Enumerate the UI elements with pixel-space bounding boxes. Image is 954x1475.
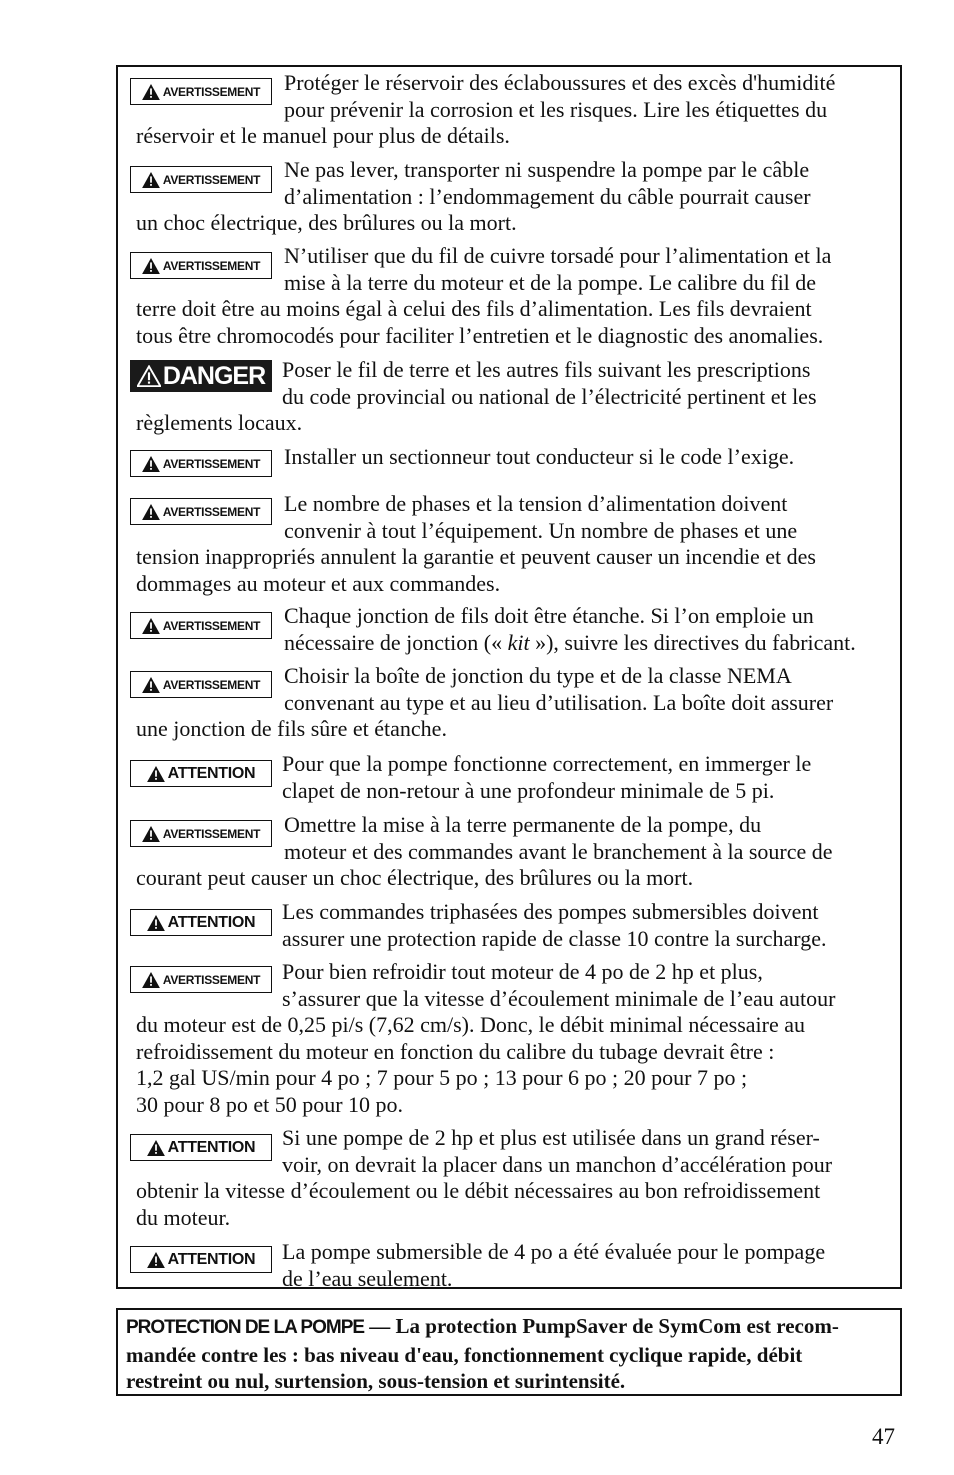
- entry-text-line: règlements locaux.: [136, 410, 303, 435]
- entry-text-line: pour prévenir la corrosion et les risques. Lire les étiquettes du: [284, 96, 828, 122]
- protection-line: restreint ou nul, surtension, sous-tension et surintensité.: [126, 1369, 626, 1393]
- entry-text-line: mise à la terre du moteur et de la pompe. Le calibre du fil de: [284, 269, 817, 295]
- entry-text-line: Le nombre de phases et la tension d’alimentation doivent: [284, 491, 788, 516]
- warning-triangle-icon: [142, 258, 160, 274]
- entry-text-line: Pour que la pompe fonctionne correctement, en immerger le: [282, 751, 812, 776]
- entry-text-line: du code provincial ou national de l’électricité pertinent et les: [282, 383, 817, 409]
- page-number: 47: [872, 1424, 895, 1449]
- protection-line: mandée contre les : bas niveau d'eau, fonctionnement cyclique rapide, débit: [126, 1342, 803, 1367]
- warning-triangle-icon: [142, 618, 160, 634]
- entry-text-line: Installer un sectionneur tout conducteur si le code l’exige.: [284, 444, 795, 469]
- label-text: DANGER: [162, 361, 266, 390]
- entry-text-line: dommages au moteur et aux commandes.: [136, 570, 501, 596]
- pump-protection-box: [116, 1308, 902, 1396]
- warning-triangle-icon: [142, 677, 160, 693]
- warning-triangle-icon: [142, 826, 160, 842]
- entry-text-line: Si une pompe de 2 hp et plus est utilisée dans un grand réser-: [282, 1125, 820, 1150]
- attention-label: [130, 760, 272, 787]
- attention-label: [130, 1246, 272, 1273]
- avertissement-label: [130, 966, 272, 993]
- entry-text-line: Omettre la mise à la terre permanente de la pompe, du: [284, 812, 762, 837]
- entry-text-line: voir, on devrait la placer dans un manchon d’accélération pour: [282, 1151, 833, 1177]
- warning-triangle-icon: [142, 172, 160, 188]
- avertissement-label: [130, 671, 272, 698]
- label-text: ATTENTION: [167, 1138, 256, 1156]
- label-text: AVERTISSEMENT: [162, 456, 261, 471]
- avertissement-label: [130, 450, 272, 477]
- danger-label: [130, 360, 272, 392]
- entry-text-line: du moteur.: [136, 1204, 231, 1230]
- warning-triangle-icon: [142, 456, 160, 472]
- avertissement-label: [130, 78, 272, 105]
- warnings-box: [116, 65, 902, 1289]
- label-text: AVERTISSEMENT: [162, 618, 261, 633]
- warning-triangle-icon: [147, 1140, 165, 1156]
- label-text: AVERTISSEMENT: [162, 826, 261, 841]
- avertissement-label: [130, 166, 272, 193]
- entry-text-line: assurer une protection rapide de classe 10 contre la surcharge.: [282, 925, 827, 951]
- kit-italic: kit: [507, 629, 530, 655]
- entry-text-line: refroidissement du moteur en fonction du calibre du tubage devrait être :: [136, 1038, 775, 1064]
- attention-label: [130, 909, 272, 936]
- entry-text-line: réservoir et le manuel pour plus de détails.: [136, 123, 510, 148]
- entry-text-line: Chaque jonction de fils doit être étanche. Si l’on emploie un: [284, 603, 814, 628]
- entry-text-line: Les commandes triphasées des pompes submersibles doivent: [282, 899, 819, 924]
- entry-text-line: Protéger le réservoir des éclaboussures et des excès d'humidité: [284, 70, 836, 95]
- entry-text-line: convenir à tout l’équipement. Un nombre de phases et une: [284, 517, 798, 543]
- entry-text-line: Poser le fil de terre et les autres fils suivant les prescriptions: [282, 357, 811, 382]
- warning-triangle-icon: [147, 1252, 165, 1268]
- protection-line: [126, 1313, 892, 1342]
- label-text: AVERTISSEMENT: [162, 84, 261, 99]
- entry-text-line: 1,2 gal US/min pour 4 po ; 7 pour 5 po ; 13 pour 6 po ; 20 pour 7 po ;: [136, 1065, 748, 1090]
- entry-text-line: La pompe submersible de 4 po a été évaluée pour le pompage: [282, 1239, 826, 1264]
- label-text: AVERTISSEMENT: [162, 972, 261, 987]
- entry-text-line: terre doit être au moins égal à celui des fils d’alimentation. Les fils devraient: [136, 296, 812, 321]
- warning-triangle-icon: [142, 972, 160, 988]
- entry-text-line: tension inappropriés annulent la garantie et peuvent causer un incendie et des: [136, 544, 816, 569]
- entry-text-line: tous être chromocodés pour faciliter l’entretien et le diagnostic des anomalies.: [136, 322, 824, 348]
- warning-triangle-icon: [142, 504, 160, 520]
- entry-text-line: clapet de non-retour à une profondeur minimale de 5 pi.: [282, 777, 775, 803]
- warning-triangle-icon: [137, 365, 161, 387]
- entry-text-line: N’utiliser que du fil de cuivre torsadé pour l’alimentation et la: [284, 243, 832, 268]
- kit-line-after: »), suivre les directives du fabricant.: [529, 629, 856, 655]
- entry-text-line: Pour bien refroidir tout moteur de 4 po de 2 hp et plus,: [282, 959, 763, 984]
- entry-text-line: s’assurer que la vitesse d’écoulement minimale de l’eau autour: [282, 985, 836, 1011]
- protection-text: — La protection PumpSaver de SymCom est recom-: [364, 1314, 839, 1338]
- entry-text-line: Choisir la boîte de jonction du type et de la classe NEMA: [284, 663, 792, 688]
- avertissement-label: [130, 252, 272, 279]
- entry-text-line: courant peut causer un choc électrique, des brûlures ou la mort.: [136, 865, 694, 890]
- label-text: AVERTISSEMENT: [162, 504, 261, 519]
- label-text: AVERTISSEMENT: [162, 677, 261, 692]
- label-text: ATTENTION: [167, 1250, 256, 1268]
- entry-text-line: d’alimentation : l’endommagement du câble pourrait causer: [284, 183, 811, 209]
- entry-text-line: une jonction de fils sûre et étanche.: [136, 716, 447, 741]
- entry-text-line: 30 pour 8 po et 50 pour 10 po.: [136, 1091, 404, 1117]
- label-text: AVERTISSEMENT: [162, 258, 261, 273]
- avertissement-label: [130, 498, 272, 525]
- label-text: AVERTISSEMENT: [162, 172, 261, 187]
- avertissement-label: [130, 820, 272, 847]
- label-text: ATTENTION: [167, 913, 256, 931]
- entry-text-line: un choc électrique, des brûlures ou la mort.: [136, 210, 517, 235]
- protection-heading: PROTECTION DE LA POMPE: [126, 1317, 365, 1338]
- entry-text-line: moteur et des commandes avant le branchement à la source de: [284, 838, 833, 864]
- avertissement-label: [130, 612, 272, 639]
- warning-triangle-icon: [147, 766, 165, 782]
- attention-label: [130, 1134, 272, 1161]
- entry-text-line: du moteur est de 0,25 pi/s (7,62 cm/s). Donc, le débit minimal nécessaire au: [136, 1012, 806, 1037]
- warning-triangle-icon: [147, 915, 165, 931]
- warning-triangle-icon: [142, 84, 160, 100]
- entry-text-line: obtenir la vitesse d’écoulement ou le débit nécessaires au bon refroidissement: [136, 1178, 821, 1203]
- entry-text-line: Ne pas lever, transporter ni suspendre la pompe par le câble: [284, 157, 810, 182]
- entry-text-line: [284, 630, 898, 657]
- entry-text-line: de l’eau seulement.: [282, 1265, 453, 1291]
- label-text: ATTENTION: [167, 764, 256, 782]
- entry-text-line: convenant au type et au lieu d’utilisation. La boîte doit assurer: [284, 689, 834, 715]
- kit-line-before: nécessaire de jonction («: [284, 629, 508, 655]
